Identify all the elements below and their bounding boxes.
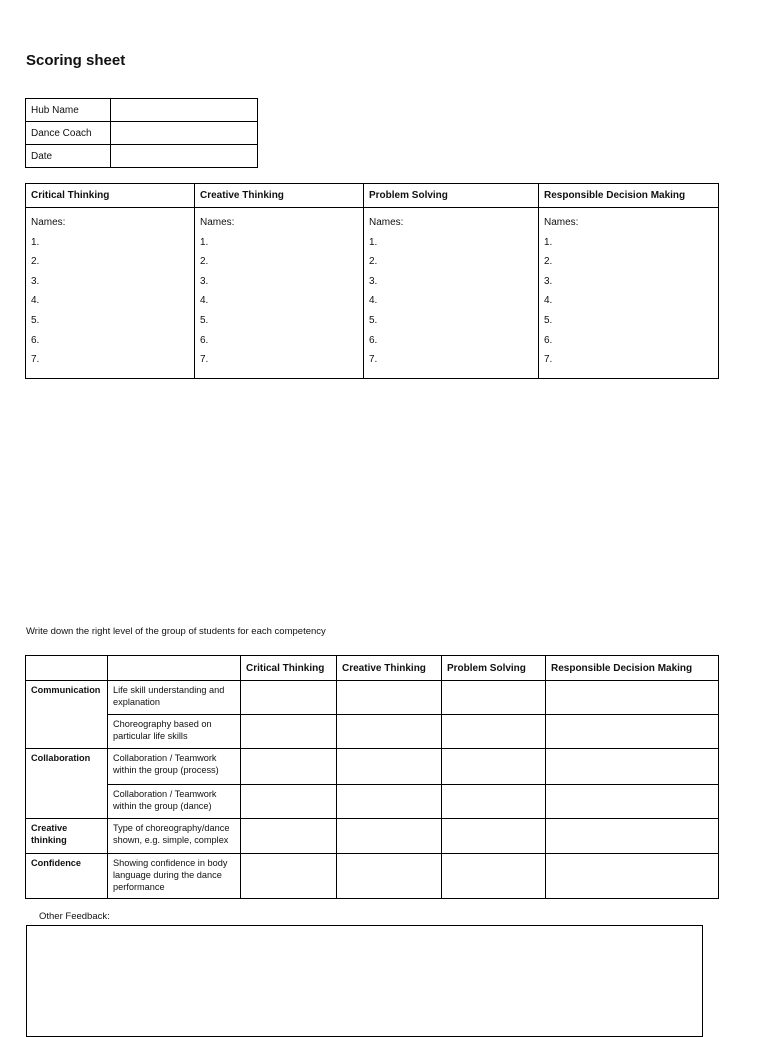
info-table	[25, 98, 258, 168]
score-cell[interactable]	[337, 785, 442, 819]
name-line: 3.	[200, 275, 209, 287]
name-line: 4.	[544, 295, 553, 307]
score-cell[interactable]	[442, 715, 546, 749]
rubric-header-problem-solving: Problem Solving	[442, 656, 546, 681]
name-line: 2.	[544, 256, 553, 268]
score-cell[interactable]	[241, 785, 337, 819]
rubric-row	[26, 749, 719, 785]
score-cell[interactable]	[241, 749, 337, 785]
names-header-problem-solving: Problem Solving	[364, 184, 539, 208]
name-line: 1.	[31, 236, 40, 248]
name-line: 6.	[31, 334, 40, 346]
score-cell[interactable]	[442, 785, 546, 819]
score-cell[interactable]	[337, 749, 442, 785]
instruction-text: Write down the right level of the group of students for each competency	[26, 626, 326, 637]
name-line: 7.	[200, 354, 209, 366]
name-line: 5.	[200, 314, 209, 326]
names-header-creative-thinking: Creative Thinking	[195, 184, 364, 208]
name-line: 4.	[369, 295, 378, 307]
score-cell[interactable]	[546, 785, 719, 819]
name-line: 6.	[200, 334, 209, 346]
score-cell[interactable]	[337, 819, 442, 854]
rubric-row	[26, 785, 719, 819]
names-header-critical-thinking: Critical Thinking	[26, 184, 195, 208]
criterion-showing-confidence: Showing confidence in body language during the dance performance	[108, 854, 241, 899]
hub-name-label: Hub Name	[26, 99, 111, 122]
info-row-date	[26, 145, 258, 168]
score-cell[interactable]	[546, 681, 719, 715]
dance-coach-field[interactable]	[111, 122, 258, 145]
rubric-header-critical-thinking: Critical Thinking	[241, 656, 337, 681]
rubric-table	[25, 655, 719, 899]
feedback-box[interactable]	[26, 925, 703, 1037]
score-cell[interactable]	[241, 715, 337, 749]
names-cell-critical-thinking[interactable]	[26, 208, 195, 379]
score-cell[interactable]	[442, 854, 546, 899]
rubric-header-responsible-decision-making: Responsible Decision Making	[546, 656, 719, 681]
name-line: 7.	[31, 354, 40, 366]
name-line: 1.	[200, 236, 209, 248]
rubric-header-row	[26, 656, 719, 681]
score-cell[interactable]	[241, 681, 337, 715]
names-label: Names:	[200, 217, 235, 228]
name-line: 5.	[369, 314, 378, 326]
name-line: 3.	[544, 275, 553, 287]
name-line: 7.	[369, 354, 378, 366]
score-cell[interactable]	[546, 749, 719, 785]
name-line: 4.	[31, 295, 40, 307]
rubric-header-creative-thinking: Creative Thinking	[337, 656, 442, 681]
criterion-collab-dance: Collaboration / Teamwork within the group (dance)	[108, 785, 241, 819]
name-line: 5.	[544, 314, 553, 326]
rubric-row	[26, 681, 719, 715]
score-cell[interactable]	[442, 681, 546, 715]
competency-collaboration: Collaboration	[26, 749, 108, 819]
score-cell[interactable]	[442, 749, 546, 785]
name-line: 2.	[200, 256, 209, 268]
name-line: 7.	[544, 354, 553, 366]
name-line: 1.	[544, 236, 553, 248]
names-label: Names:	[544, 217, 579, 228]
criterion-type-choreo: Type of choreography/dance shown, e.g. simple, complex	[108, 819, 241, 854]
competency-communication: Communication	[26, 681, 108, 749]
name-line: 3.	[31, 275, 40, 287]
names-table	[25, 183, 719, 379]
date-field[interactable]	[111, 145, 258, 168]
competency-creative-thinking: Creative thinking	[26, 819, 108, 854]
names-label: Names:	[369, 217, 404, 228]
name-line: 5.	[31, 314, 40, 326]
dance-coach-label: Dance Coach	[26, 122, 111, 145]
name-line: 3.	[369, 275, 378, 287]
rubric-row	[26, 854, 719, 899]
score-cell[interactable]	[241, 819, 337, 854]
names-header-row	[26, 184, 719, 208]
criterion-life-skill: Life skill understanding and explanation	[108, 681, 241, 715]
name-line: 1.	[369, 236, 378, 248]
info-row-hub	[26, 99, 258, 122]
names-body-row	[26, 208, 719, 379]
name-line: 6.	[369, 334, 378, 346]
score-cell[interactable]	[337, 715, 442, 749]
rubric-row	[26, 819, 719, 854]
score-cell[interactable]	[546, 854, 719, 899]
info-row-coach	[26, 122, 258, 145]
names-cell-creative-thinking[interactable]	[195, 208, 364, 379]
score-cell[interactable]	[337, 681, 442, 715]
criterion-choreography: Choreography based on particular life skills	[108, 715, 241, 749]
name-line: 2.	[369, 256, 378, 268]
names-cell-responsible-decision-making[interactable]	[539, 208, 719, 379]
page-title: Scoring sheet	[26, 52, 126, 69]
names-header-responsible-decision-making: Responsible Decision Making	[539, 184, 719, 208]
rubric-row	[26, 715, 719, 749]
names-label: Names:	[31, 217, 66, 228]
name-line: 4.	[200, 295, 209, 307]
score-cell[interactable]	[546, 819, 719, 854]
score-cell[interactable]	[546, 715, 719, 749]
rubric-header-blank-competency	[26, 656, 108, 681]
score-cell[interactable]	[241, 854, 337, 899]
rubric-header-blank-criterion	[108, 656, 241, 681]
date-label: Date	[26, 145, 111, 168]
criterion-collab-process: Collaboration / Teamwork within the group (process)	[108, 749, 241, 785]
name-line: 2.	[31, 256, 40, 268]
name-line: 6.	[544, 334, 553, 346]
hub-name-field[interactable]	[111, 99, 258, 122]
feedback-label: Other Feedback:	[39, 911, 110, 922]
score-cell[interactable]	[442, 819, 546, 854]
score-cell[interactable]	[337, 854, 442, 899]
names-cell-problem-solving[interactable]	[364, 208, 539, 379]
competency-confidence: Confidence	[26, 854, 108, 899]
